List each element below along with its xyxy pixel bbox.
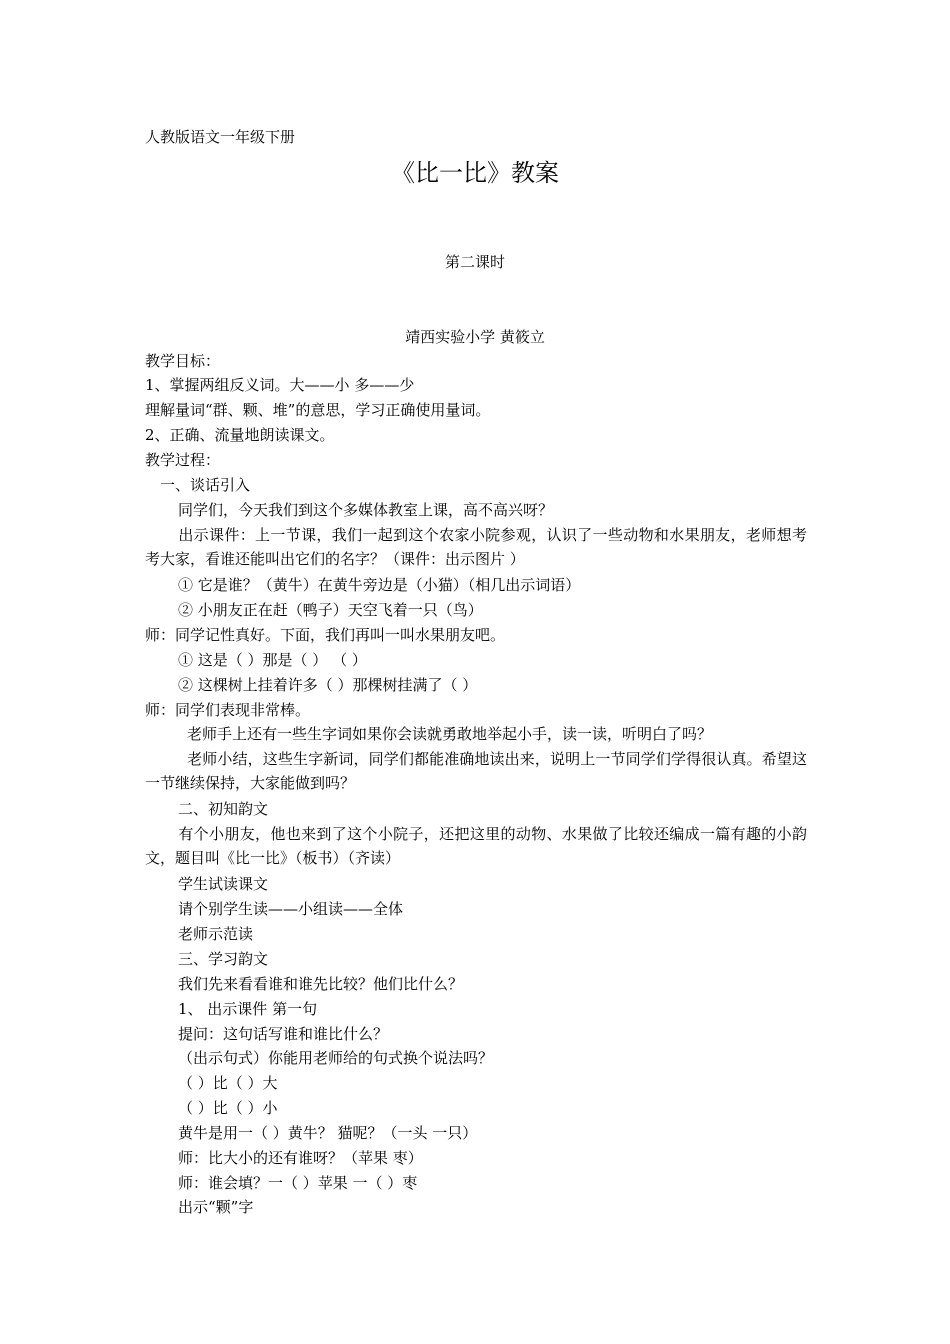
section-3-line-7: 黄牛是用一（ ）黄牛？ 猫呢？（一头 一只） xyxy=(178,1124,478,1142)
section-3-line-3: 提问：这句话写谁和谁比什么？ xyxy=(178,1025,389,1043)
teacher-line-1: 师：同学记性真好。下面，我们再叫一叫水果朋友吧。 xyxy=(145,626,506,644)
section-1-heading: 一、谈话引入 xyxy=(160,476,251,494)
section-3-line-2: 1、 出示课件 第一句 xyxy=(178,1000,318,1018)
section-3-heading: 三、学习韵文 xyxy=(178,950,269,968)
section-2-paragraph-1 xyxy=(145,822,807,870)
section-2-line-2: 请个别学生读——小组读——全体 xyxy=(178,900,404,918)
section-3-line-10: 出示“颗”字 xyxy=(178,1198,254,1216)
series-label: 人教版语文一年级下册 xyxy=(145,128,296,146)
section-3-line-1: 我们先来看看谁和谁先比较？他们比什么？ xyxy=(178,975,464,993)
section-2-line-3: 老师示范读 xyxy=(178,925,254,943)
question-4: ② 这棵树上挂着许多（ ）那棵树挂满了（ ） xyxy=(178,676,478,694)
author-line: 靖西实验小学 黄筱立 xyxy=(405,328,545,346)
section-3-line-4: （出示句式）你能用老师给的句式换个说法吗？ xyxy=(178,1049,494,1067)
objective-item-1: 1、掌握两组反义词。大——小 多——少 xyxy=(145,376,415,394)
section-1-paragraph-3: 老师手上还有一些生字词如果你会读就勇敢地举起小手，读一读，听明白了吗？ xyxy=(187,725,713,743)
section-2-heading: 二、初知韵文 xyxy=(178,800,269,818)
section-3-line-5: （ ）比（ ）大 xyxy=(178,1074,278,1092)
section-3-line-9: 师：谁会填？一（ ）苹果 一（ ）枣 xyxy=(178,1174,418,1192)
question-1: ① 它是谁？（黄牛）在黄牛旁边是（小猫）（相几出示词语） xyxy=(178,576,581,594)
section-1-paragraph-2-text: 出示课件：上一节课，我们一起到这个农家小院参观，认识了一些动物和水果朋友，老师想考考大家，看谁还能叫出它们的名字？（课件：出示图片 ） xyxy=(145,526,807,568)
section-1-paragraph-4 xyxy=(145,747,807,795)
question-2: ② 小朋友正在赶（鸭子）天空飞着一只（鸟） xyxy=(178,601,483,619)
section-1-paragraph-1: 同学们，今天我们到这个多媒体教室上课，高不高兴呀？ xyxy=(178,501,554,519)
question-3: ① 这是（ ）那是（ ） （ ） xyxy=(178,651,367,669)
objective-item-2: 2、正确、流量地朗读课文。 xyxy=(145,426,335,444)
teacher-line-2: 师：同学们表现非常棒。 xyxy=(145,701,311,719)
objectives-heading: 教学目标： xyxy=(145,352,221,370)
section-2-paragraph-1-text: 有个小朋友，他也来到了这个小院子，还把这里的动物、水果做了比较还编成一篇有趣的小韵文，题目叫《比一比》（板书）（齐读） xyxy=(145,825,807,867)
objective-item-1b: 理解量词“群、颗、堆”的意思，学习正确使用量词。 xyxy=(145,401,491,419)
page-title: 《比一比》教案 xyxy=(391,159,559,187)
section-2-line-1: 学生试读课文 xyxy=(178,875,269,893)
section-3-line-8: 师：比大小的还有谁呀？（苹果 枣） xyxy=(178,1149,423,1167)
session-label: 第二课时 xyxy=(444,253,505,271)
section-1-paragraph-4-text: 老师小结，这些生字新词，同学们都能准确地读出来，说明上一节同学们学得很认真。希望这一节继续保持，大家能做到吗？ xyxy=(145,750,807,792)
process-heading: 教学过程： xyxy=(145,451,221,469)
section-3-line-6: （ ）比（ ）小 xyxy=(178,1099,278,1117)
section-1-paragraph-2 xyxy=(145,523,807,571)
